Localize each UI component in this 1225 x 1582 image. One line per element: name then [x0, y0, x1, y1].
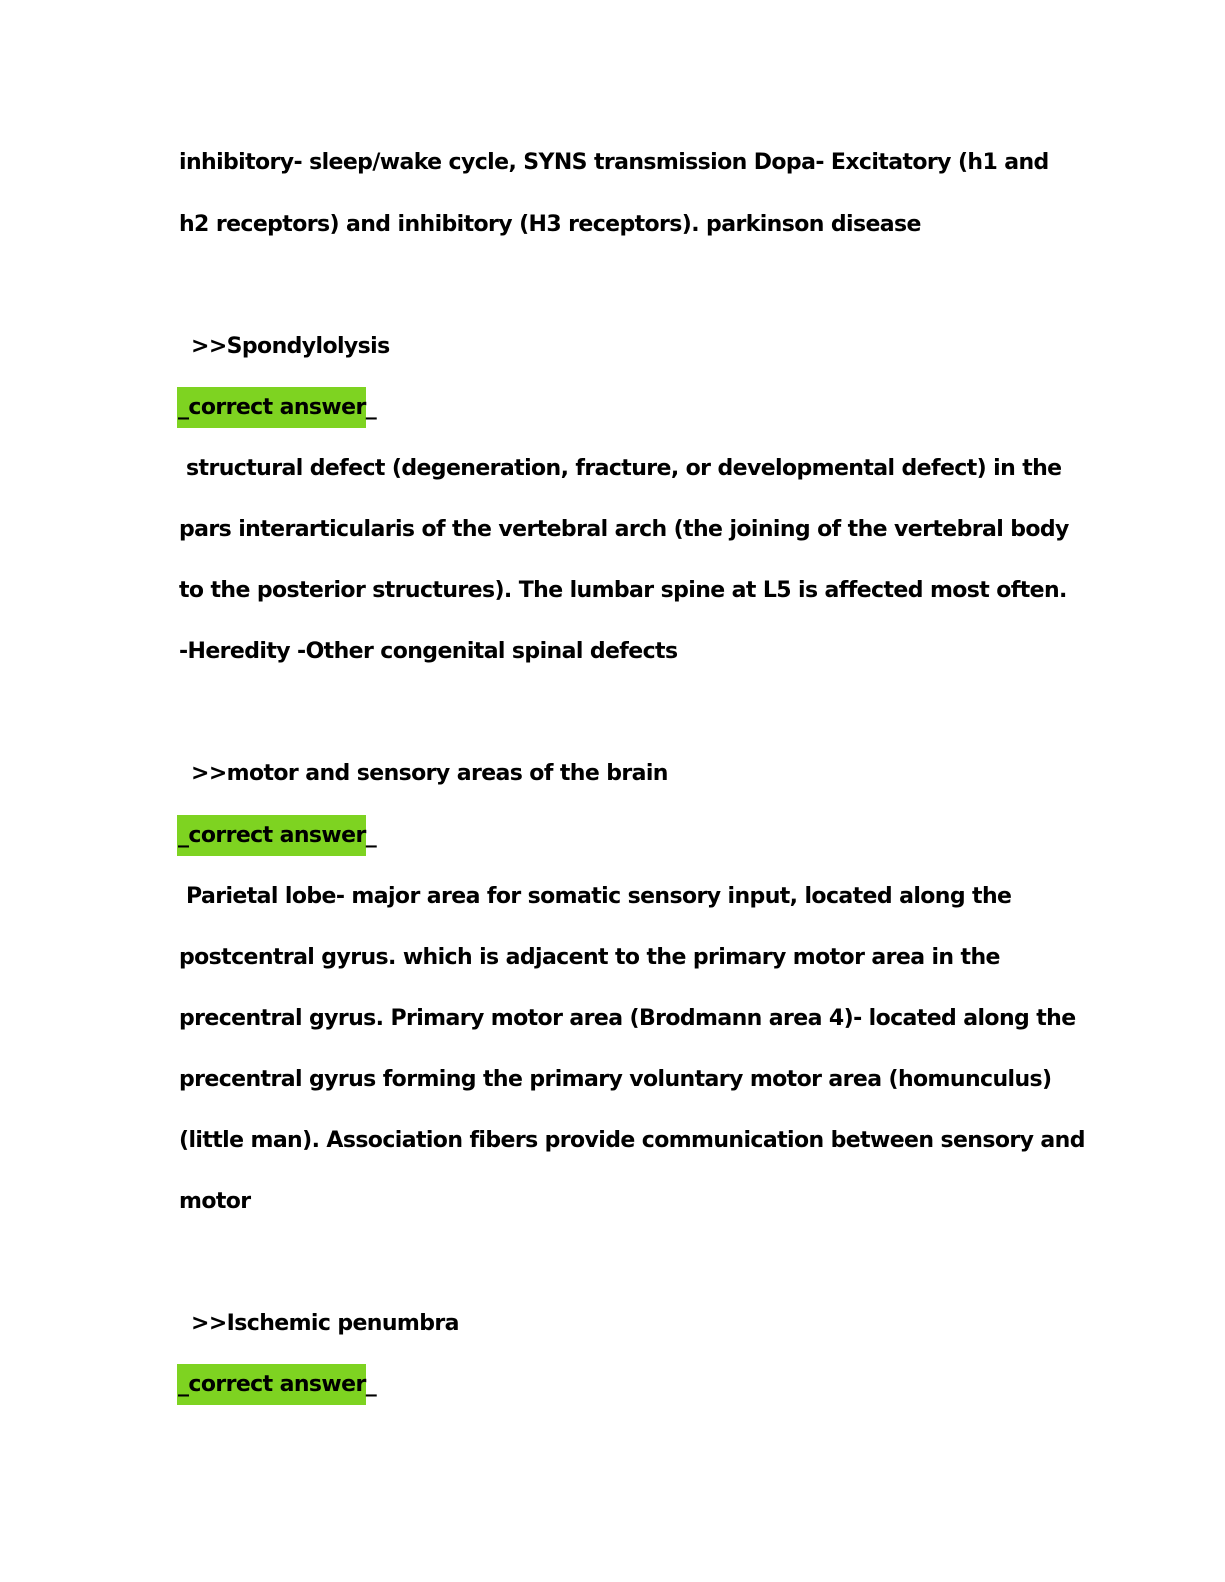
- answer-line: motor: [179, 1189, 251, 1214]
- answer-line: (little man). Association fibers provide communication between sensory and: [179, 1128, 1085, 1153]
- answer-line: structural defect (degeneration, fracture, or developmental defect) in the: [179, 456, 1062, 481]
- correct-answer-tag: _correct answer_: [177, 1364, 366, 1405]
- answer-line: postcentral gyrus. which is adjacent to the primary motor area in the: [179, 945, 1000, 970]
- correct-answer-tag: _correct answer_: [177, 815, 366, 856]
- question-spondylolysis: >>Spondylolysis: [191, 334, 390, 359]
- correct-answer-tag: _correct answer_: [177, 387, 366, 428]
- intro-line-1: inhibitory- sleep/wake cycle, SYNS transmission Dopa- Excitatory (h1 and: [179, 150, 1049, 175]
- answer-line: precentral gyrus forming the primary voluntary motor area (homunculus): [179, 1067, 1052, 1092]
- intro-line-2: h2 receptors) and inhibitory (H3 receptors). parkinson disease: [179, 212, 921, 237]
- answer-line: pars interarticularis of the vertebral arch (the joining of the vertebral body: [179, 517, 1069, 542]
- answer-line: to the posterior structures). The lumbar spine at L5 is affected most often.: [179, 578, 1067, 603]
- answer-line: -Heredity -Other congenital spinal defects: [179, 639, 678, 664]
- answer-line: precentral gyrus. Primary motor area (Brodmann area 4)- located along the: [179, 1006, 1076, 1031]
- answer-line: Parietal lobe- major area for somatic sensory input, located along the: [179, 884, 1012, 909]
- question-motor-sensory: >>motor and sensory areas of the brain: [191, 761, 668, 786]
- question-ischemic-penumbra: >>Ischemic penumbra: [191, 1311, 459, 1336]
